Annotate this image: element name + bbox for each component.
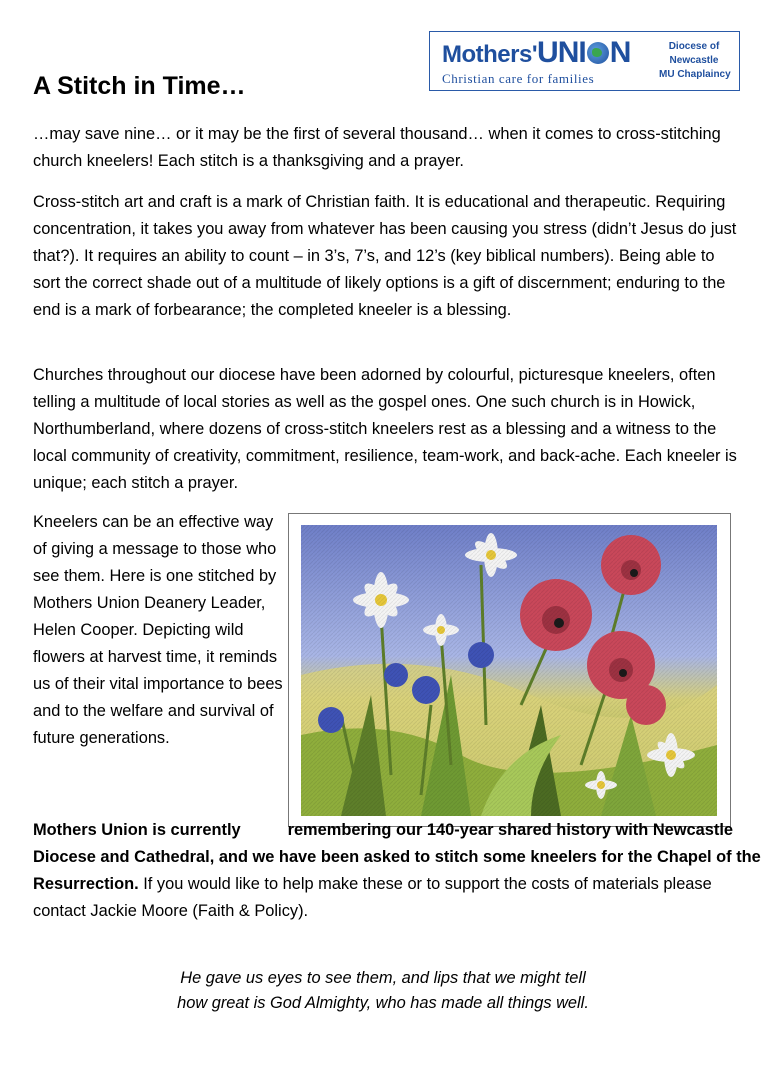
verse-line-2: how great is God Almighty, who has made all things well. — [177, 994, 589, 1012]
kneeler-image — [301, 525, 717, 816]
logo-brand-n: N — [609, 36, 631, 69]
kneeler-photo-frame — [288, 513, 731, 827]
verse-line-1: He gave us eyes to see them, and lips that we might tell — [180, 969, 586, 987]
paragraph-kneelers: Kneelers can be an effective way of giving a message to those who see them. Here is one stitched by Mothers Union Deanery Leader, Helen Cooper. Depicting wild flowers at harvest time, it reminds us of their vital importance to bees and to the welfare and survival of future generations. — [33, 513, 283, 747]
diocese-line-2: Newcastle — [669, 55, 719, 66]
cta-contact-text: If you would like to help make these or to support the costs of materials please contact Jackie Moore (Faith & Policy). — [33, 875, 712, 920]
globe-icon — [587, 42, 609, 64]
diocese-line-1: Diocese of — [668, 41, 720, 52]
paragraph-cross-stitch: Cross-stitch art and craft is a mark of Christian faith. It is educational and therapeutic. Requiring concentration, it takes you away from whatever has been causing you stress (didn’t Jesus do just that?). It requires an ability to count – in 3’s, 7’s, and 12’s (key biblical numbers). Being able to sort the correct shade out of a multitude of likely options is a gift of discernment; enduring to the end is a mark of forbearance; the completed kneeler is a blessing. — [33, 193, 737, 319]
paragraph-call-to-action — [33, 817, 763, 925]
logo-tagline: Christian care for families — [442, 71, 595, 86]
closing-verse — [0, 966, 766, 1016]
page-title: A Stitch in Time… — [33, 72, 246, 100]
logo-brand-mothers: Mothers' — [442, 41, 538, 68]
paragraph-churches: Churches throughout our diocese have been adorned by colourful, picturesque kneelers, often telling a multitude of local stories as well as the gospel ones. One such church is in Howick, Northumberland, where dozens of cross-stitch kneelers rest as a blessing and a witness to the local community of creativity, commitment, resilience, team-work, and back-ache. Each kneeler is unique; each stitch a prayer. — [33, 366, 737, 492]
cta-bold-continuation: remembering our 140-year shared history with Newcastle Diocese and Cathedral, and we have been asked to stitch some kneelers for the Chapel of the Resurrection. — [33, 821, 761, 893]
mothers-union-logo — [429, 31, 740, 91]
logo-wordmark — [442, 36, 630, 70]
cta-bold-lead: Mothers Union is currently — [33, 821, 241, 839]
logo-diocese-block — [659, 40, 729, 82]
paragraph-intro: …may save nine… or it may be the first of several thousand… when it comes to cross-stitching church kneelers! Each stitch is a thanksgiving and a prayer. — [33, 125, 721, 170]
logo-brand-union: UNI — [537, 36, 586, 69]
diocese-line-3: MU Chaplaincy — [659, 69, 731, 80]
